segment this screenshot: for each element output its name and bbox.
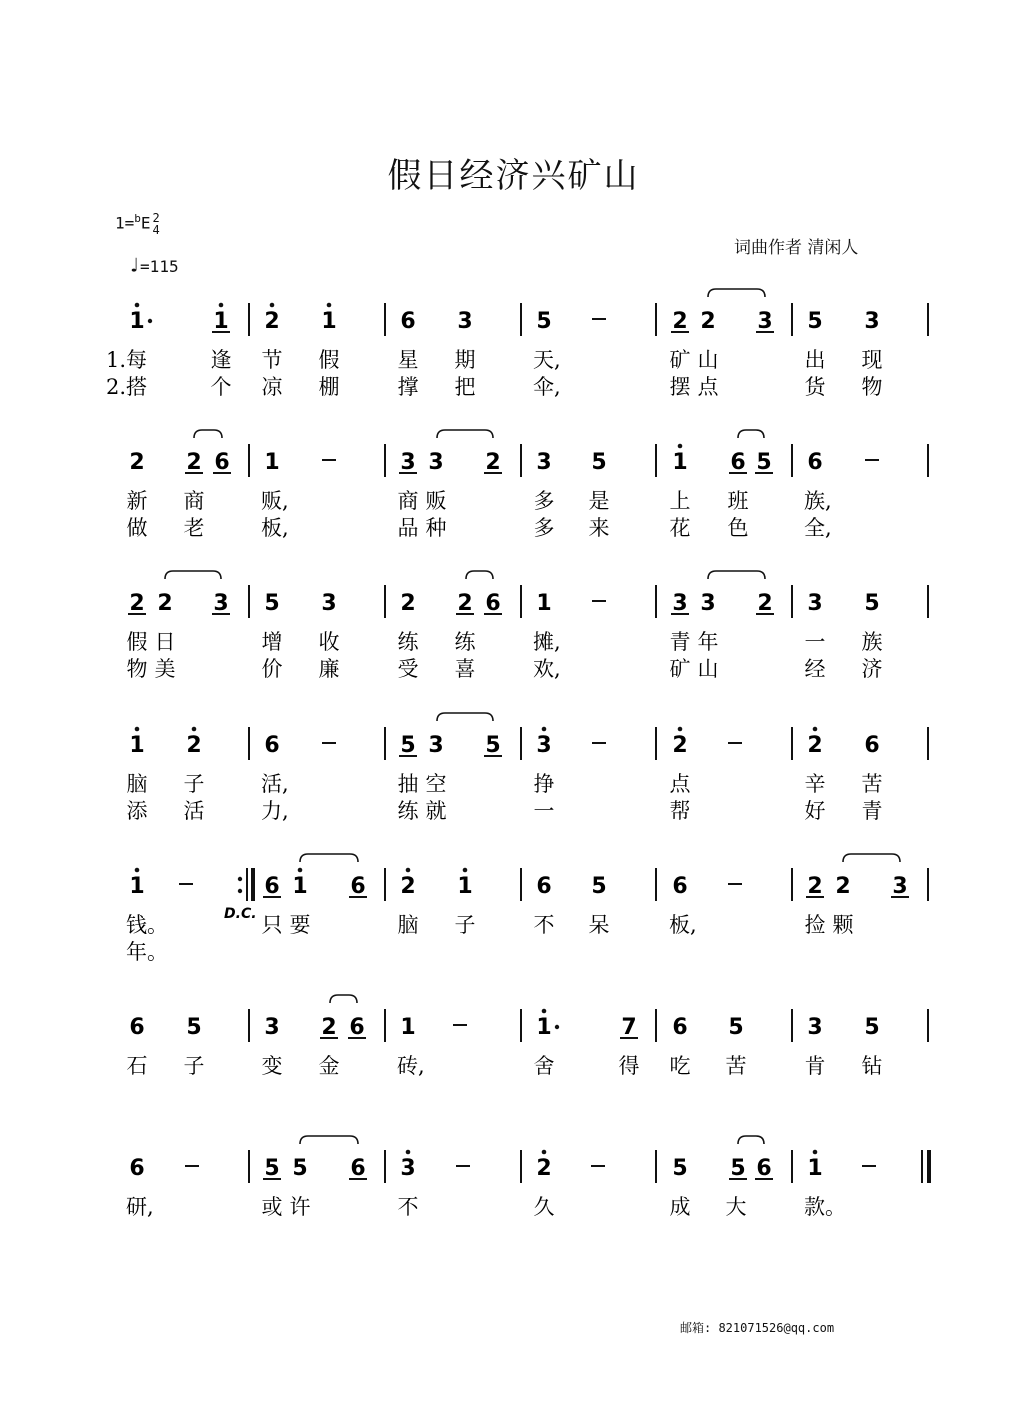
quarter-note-icon: ♩ — [128, 253, 141, 277]
tie-slur — [165, 571, 221, 579]
note-digit: 3 — [428, 450, 444, 475]
author-credit: 词曲作者 清闲人 — [734, 238, 859, 258]
tie-slur — [466, 571, 493, 579]
note-digit: 3 — [264, 1015, 280, 1040]
high-octave-dot — [406, 868, 411, 873]
lyric-char: 一 — [533, 799, 555, 823]
lyric-char: 山 — [697, 348, 719, 372]
lyric-char: 星 — [397, 348, 419, 372]
note-digit: 1 — [672, 450, 688, 475]
lyric-char: 变 — [261, 1054, 283, 1078]
note-digit: 3 — [892, 874, 908, 899]
lyric-char: 练 — [454, 630, 476, 654]
lyric-char: 品 — [397, 516, 419, 540]
note-digit: 3 — [400, 450, 416, 475]
tie-slur — [708, 289, 765, 297]
lyric-char: 肯 — [804, 1054, 826, 1078]
key-prefix: 1= — [115, 213, 135, 233]
lyric-char: 摆 — [669, 375, 691, 399]
flat-sign: b — [134, 212, 141, 226]
note-digit: 5 — [730, 1156, 746, 1181]
note-digit: 6 — [214, 450, 230, 475]
note-digit: 5 — [728, 1015, 744, 1040]
note-digit: 1 — [213, 309, 229, 334]
note-digit: 6 — [129, 1156, 145, 1181]
lyric-char: 新 — [126, 489, 148, 513]
lyric-char: 抽 — [397, 772, 419, 796]
note-digit: 3 — [672, 591, 688, 616]
lyric-char: 点 — [697, 375, 719, 399]
tie-slur — [738, 1136, 764, 1144]
lyric-char: 金 — [318, 1054, 340, 1078]
lyric-char: 辛 — [804, 772, 826, 796]
lyric-char: 班 — [727, 489, 749, 513]
note-digit: 6 — [536, 874, 552, 899]
note-digit: 5 — [591, 450, 607, 475]
lyric-char: 货 — [804, 375, 826, 399]
lyric-char: 空 — [425, 772, 447, 796]
tie-slur — [738, 430, 764, 438]
lyric-char: 色 — [727, 516, 749, 540]
tie-slur — [437, 430, 493, 438]
note-digit: 2 — [129, 591, 145, 616]
note-digit: 6 — [730, 450, 746, 475]
note-digit: 3 — [536, 733, 552, 758]
high-octave-dot — [678, 727, 683, 732]
note-digit: 2 — [186, 733, 202, 758]
lyric-char: 钻 — [861, 1054, 883, 1078]
lyric-char: 一 — [804, 630, 826, 654]
lyric-char: 把 — [454, 375, 476, 399]
lyric-char: 只 — [261, 913, 283, 937]
note-digit: 6 — [264, 733, 280, 758]
note-digit: 2 — [129, 450, 145, 475]
tempo-value: =115 — [140, 257, 179, 276]
lyric-char: 商 — [183, 489, 205, 513]
time-top: 2 — [152, 211, 160, 225]
high-octave-dot — [327, 303, 332, 308]
note-digit: 6 — [807, 450, 823, 475]
lyric-char: 欢, — [533, 657, 561, 681]
note-digit: 5 — [400, 733, 416, 758]
tie-slur — [330, 995, 357, 1003]
repeat-dot — [238, 877, 242, 881]
lyric-char: 钱。 — [126, 913, 168, 937]
lyric-char: 矿 — [669, 348, 691, 372]
note-digit: 5 — [864, 1015, 880, 1040]
lyric-char: 2.搭 — [106, 375, 148, 399]
note-digit: 1 — [129, 874, 145, 899]
lyric-char: 多 — [533, 489, 555, 513]
note-digit: 2 — [757, 591, 773, 616]
note-digit: 3 — [700, 591, 716, 616]
note-digit: 6 — [264, 874, 280, 899]
note-digit: 6 — [756, 1156, 772, 1181]
note-digit: 5 — [864, 591, 880, 616]
lyric-char: 练 — [397, 630, 419, 654]
lyric-char: 子 — [183, 1054, 205, 1078]
note-digit: 6 — [672, 1015, 688, 1040]
lyric-char: 收 — [318, 630, 340, 654]
lyric-char: 年。 — [126, 940, 168, 964]
augmentation-dot — [555, 1025, 559, 1029]
lyric-char: 苦 — [725, 1054, 747, 1078]
lyric-char: 力, — [261, 799, 289, 823]
lyric-char: 要 — [289, 913, 311, 937]
lyric-char: 许 — [289, 1195, 311, 1219]
lyric-char: 不 — [397, 1195, 419, 1219]
note-digit: 1 — [457, 874, 473, 899]
note-digit: 1 — [129, 733, 145, 758]
tie-slur — [300, 1136, 358, 1144]
high-octave-dot — [270, 303, 275, 308]
lyric-char: 石 — [126, 1054, 148, 1078]
lyric-char: 价 — [261, 657, 283, 681]
lyric-char: 种 — [425, 516, 447, 540]
lyric-char: 做 — [126, 516, 148, 540]
tie-slur — [300, 854, 358, 862]
lyric-char: 受 — [397, 657, 419, 681]
tie-slur — [437, 713, 493, 721]
song-title: 假日经济兴矿山 — [387, 156, 640, 196]
lyric-char: 来 — [588, 516, 610, 540]
tie-slur — [843, 854, 900, 862]
lyric-char: 苦 — [861, 772, 883, 796]
high-octave-dot — [135, 727, 140, 732]
lyric-char: 假 — [318, 348, 340, 372]
note-digit: 6 — [864, 733, 880, 758]
lyric-char: 砖, — [397, 1054, 425, 1078]
lyric-char: 天, — [533, 348, 561, 372]
lyric-char: 呆 — [588, 913, 610, 937]
note-digit: 1 — [400, 1015, 416, 1040]
lyric-char: 贩, — [261, 489, 289, 513]
note-digit: 6 — [350, 1156, 366, 1181]
note-digit: 2 — [400, 874, 416, 899]
tie-slur — [708, 571, 765, 579]
high-octave-dot — [192, 727, 197, 732]
note-digit: 6 — [400, 309, 416, 334]
lyric-char: 青 — [861, 799, 883, 823]
high-octave-dot — [298, 868, 303, 873]
note-digit: 3 — [428, 733, 444, 758]
lyric-char: 伞, — [533, 375, 561, 399]
note-digit: 2 — [186, 450, 202, 475]
lyric-char: 矿 — [669, 657, 691, 681]
lyric-char: 练 — [397, 799, 419, 823]
note-digit: 3 — [807, 591, 823, 616]
lyric-char: 上 — [669, 489, 691, 513]
lyric-char: 子 — [454, 913, 476, 937]
note-digit: 2 — [807, 874, 823, 899]
lyric-char: 经 — [804, 657, 826, 681]
note-digit: 2 — [536, 1156, 552, 1181]
lyric-char: 帮 — [669, 799, 691, 823]
note-digit: 6 — [485, 591, 501, 616]
lyric-char: 活 — [183, 799, 205, 823]
note-digit: 5 — [591, 874, 607, 899]
note-digit: 5 — [264, 1156, 280, 1181]
high-octave-dot — [135, 868, 140, 873]
lyric-char: 山 — [697, 657, 719, 681]
note-digit: 6 — [129, 1015, 145, 1040]
note-digit: 1 — [536, 1015, 552, 1040]
lyric-char: 凉 — [261, 375, 283, 399]
lyric-char: 舍 — [533, 1054, 555, 1078]
note-digit: 2 — [807, 733, 823, 758]
time-bottom: 4 — [152, 223, 160, 237]
lyric-char: 撑 — [397, 375, 419, 399]
note-digit: 5 — [264, 591, 280, 616]
lyric-char: 老 — [183, 516, 205, 540]
note-digit: 2 — [672, 733, 688, 758]
note-digit: 1 — [129, 309, 145, 334]
lyric-char: 是 — [588, 489, 610, 513]
lyric-char: 吃 — [669, 1054, 691, 1078]
lyric-char: 就 — [425, 799, 447, 823]
lyric-char: 年 — [697, 630, 719, 654]
note-digit: 3 — [457, 309, 473, 334]
note-digit: 5 — [536, 309, 552, 334]
high-octave-dot — [406, 1150, 411, 1155]
note-digit: 3 — [321, 591, 337, 616]
lyric-char: 得 — [618, 1054, 640, 1078]
note-digit: 5 — [186, 1015, 202, 1040]
note-digit: 3 — [213, 591, 229, 616]
lyric-char: 个 — [210, 375, 232, 399]
lyric-char: 济 — [861, 657, 883, 681]
lyric-char: 物 — [861, 375, 883, 399]
lyric-char: 或 — [261, 1195, 283, 1219]
high-octave-dot — [813, 727, 818, 732]
high-octave-dot — [463, 868, 468, 873]
lyric-char: 族 — [861, 630, 883, 654]
lyric-char: 活, — [261, 772, 289, 796]
high-octave-dot — [542, 1009, 547, 1014]
note-digit: 2 — [400, 591, 416, 616]
note-digit: 3 — [400, 1156, 416, 1181]
lyric-char: 研, — [126, 1195, 154, 1219]
note-digit: 5 — [807, 309, 823, 334]
lyric-char: 板, — [669, 913, 697, 937]
note-digit: 2 — [485, 450, 501, 475]
lyric-char: 脑 — [397, 913, 419, 937]
lyric-char: 喜 — [454, 657, 476, 681]
lyric-char: 摊, — [533, 630, 561, 654]
note-digit: 5 — [672, 1156, 688, 1181]
note-digit: 2 — [457, 591, 473, 616]
high-octave-dot — [678, 444, 683, 449]
note-digit: 6 — [350, 874, 366, 899]
note-digit: 2 — [700, 309, 716, 334]
note-digit: 3 — [536, 450, 552, 475]
lyric-char: 假 — [126, 630, 148, 654]
note-digit: 1 — [321, 309, 337, 334]
note-digit: 1 — [264, 450, 280, 475]
note-digit: 5 — [756, 450, 772, 475]
note-digit: 5 — [292, 1156, 308, 1181]
lyric-char: 现 — [861, 348, 883, 372]
note-digit: 2 — [264, 309, 280, 334]
lyric-char: 廉 — [318, 657, 340, 681]
lyric-char: 好 — [804, 799, 826, 823]
note-digit: 7 — [621, 1015, 637, 1040]
note-digit: 2 — [672, 309, 688, 334]
augmentation-dot — [148, 319, 152, 323]
lyric-char: 全, — [804, 516, 832, 540]
high-octave-dot — [219, 303, 224, 308]
lyric-char: 颗 — [832, 913, 854, 937]
lyric-char: 多 — [533, 516, 555, 540]
lyric-char: 节 — [261, 348, 283, 372]
note-digit: 6 — [349, 1015, 365, 1040]
lyric-char: 逢 — [210, 348, 232, 372]
lyric-char: 挣 — [533, 772, 555, 796]
lyric-char: 族, — [804, 489, 832, 513]
note-digit: 2 — [321, 1015, 337, 1040]
lyric-char: 款。 — [804, 1195, 846, 1219]
lyric-char: 捡 — [804, 913, 826, 937]
lyric-char: 棚 — [318, 375, 340, 399]
note-digit: 6 — [672, 874, 688, 899]
lyric-char: 子 — [183, 772, 205, 796]
lyric-char: 花 — [669, 516, 691, 540]
note-digit: 1 — [536, 591, 552, 616]
note-digit: 3 — [807, 1015, 823, 1040]
note-digit: 2 — [157, 591, 173, 616]
lyric-char: 日 — [154, 630, 176, 654]
high-octave-dot — [135, 303, 140, 308]
repeat-dot — [238, 889, 242, 893]
lyric-char: 期 — [454, 348, 476, 372]
note-digit: 2 — [835, 874, 851, 899]
lyric-char: 成 — [669, 1195, 691, 1219]
note-digit: 5 — [485, 733, 501, 758]
lyric-char: 脑 — [126, 772, 148, 796]
key-tonic: E — [140, 213, 151, 233]
lyric-char: 久 — [533, 1195, 555, 1219]
lyric-char: 物 — [126, 657, 148, 681]
note-digit: 1 — [292, 874, 308, 899]
lyric-char: 点 — [669, 772, 691, 796]
lyric-char: 出 — [804, 348, 826, 372]
high-octave-dot — [542, 1150, 547, 1155]
tie-slur — [194, 430, 222, 438]
lyric-char: 大 — [725, 1195, 747, 1219]
lyric-char: 增 — [261, 630, 283, 654]
lyric-char: 美 — [154, 657, 176, 681]
lyric-char: 青 — [669, 630, 691, 654]
lyric-char: 添 — [126, 799, 148, 823]
high-octave-dot — [813, 1150, 818, 1155]
lyric-char: 不 — [533, 913, 555, 937]
lyric-char: 板, — [261, 516, 289, 540]
note-digit: 1 — [807, 1156, 823, 1181]
lyric-char: 贩 — [425, 489, 447, 513]
dc-marking: D.C. — [224, 906, 257, 922]
note-digit: 3 — [757, 309, 773, 334]
high-octave-dot — [542, 727, 547, 732]
note-digit: 3 — [864, 309, 880, 334]
lyric-char: 1.每 — [106, 348, 148, 372]
email-footer: 邮箱: 821071526@qq.com — [680, 1321, 835, 1335]
lyric-char: 商 — [397, 489, 419, 513]
